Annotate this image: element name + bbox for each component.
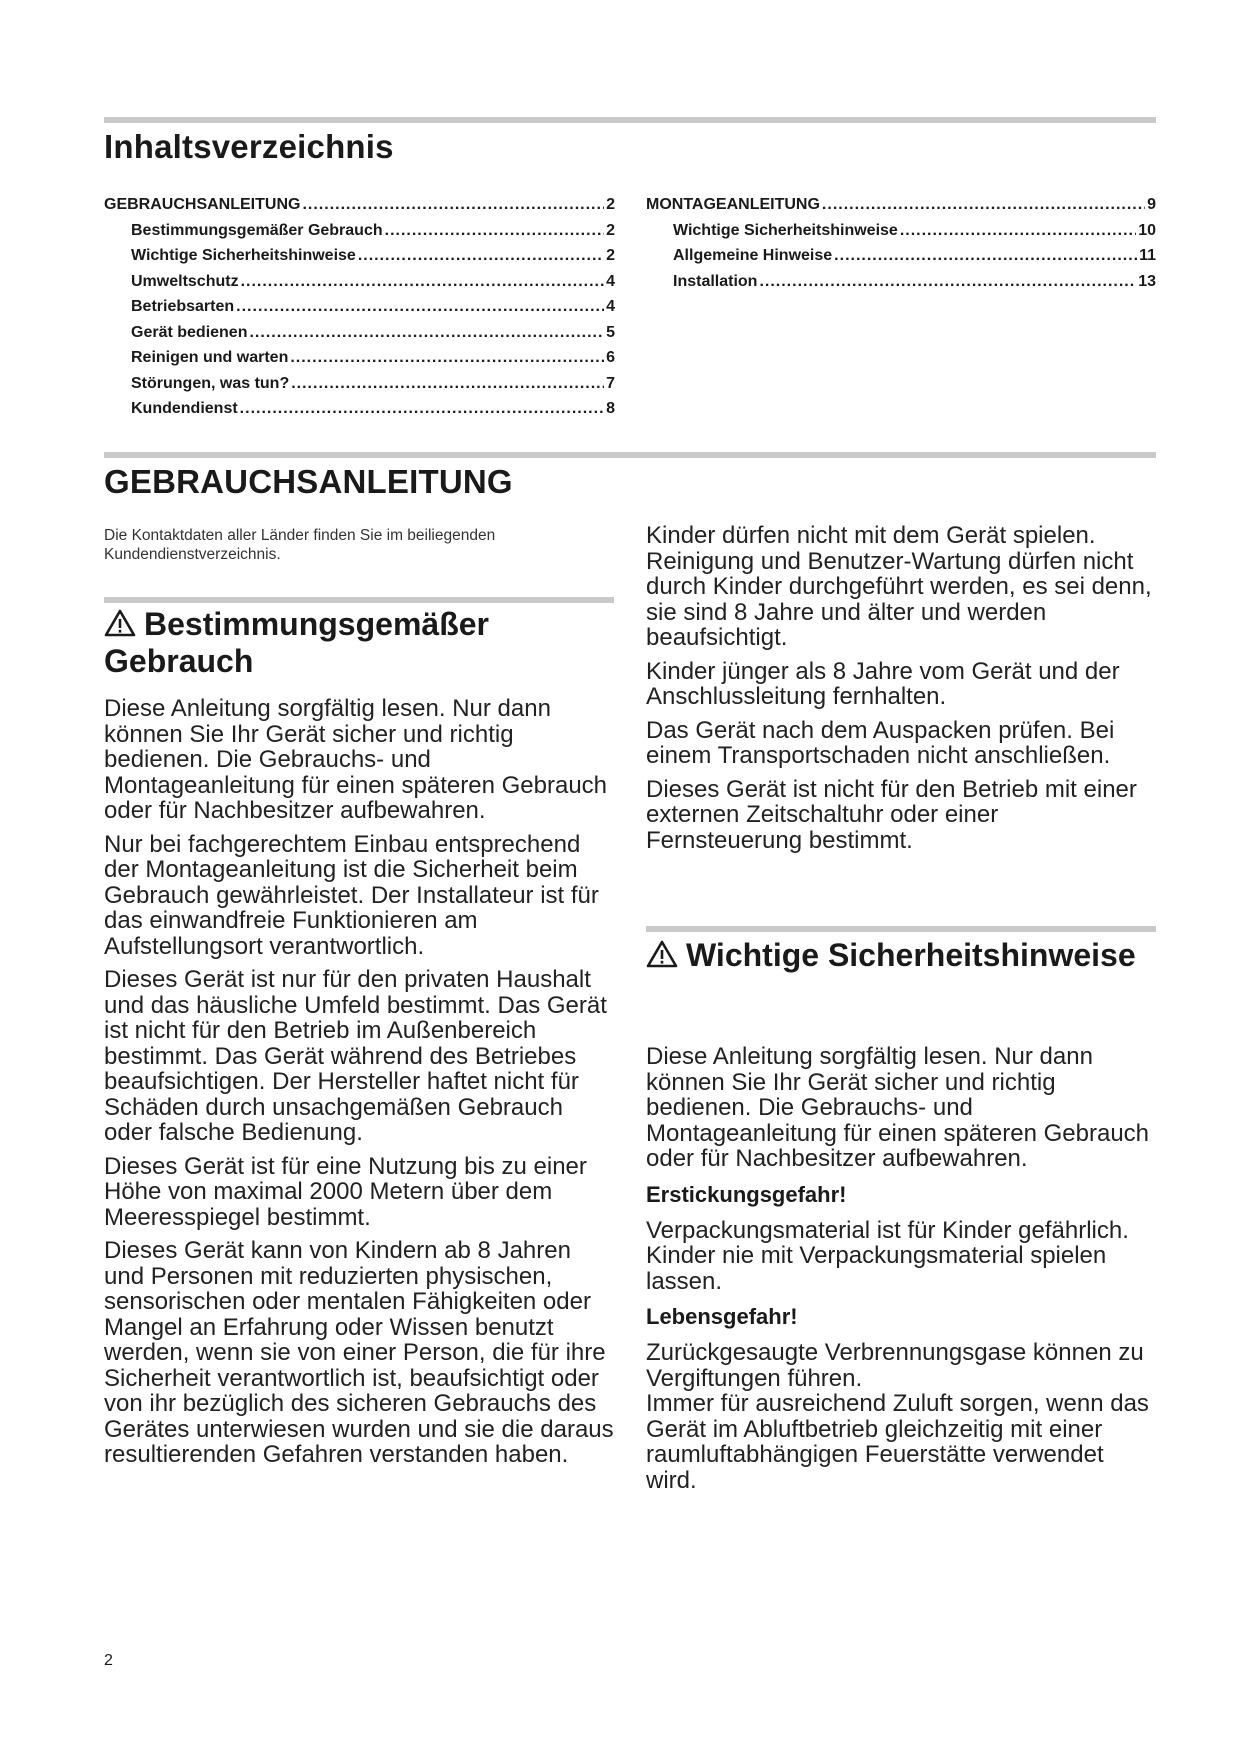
paragraph: Kinder jünger als 8 Jahre vom Gerät und der Anschlussleitung fernhalten. [646, 657, 1120, 710]
toc-heading: Inhaltsverzeichnis [104, 128, 394, 165]
warning-icon [104, 609, 136, 637]
paragraph: Kinder dürfen nicht mit dem Gerät spielen. Reinigung und Benutzer-Wartung dürfen nicht durch Kinder durchgeführt werden, es sei denn, sie sind 8 Jahre und älter und werden beaufsichtigt. [646, 522, 1152, 651]
paragraph: Dieses Gerät ist nicht für den Betrieb mit einer externen Zeitschaltuhr oder einer Fernsteuerung bestimmt. [646, 775, 1137, 854]
toc-entry[interactable]: Allgemeine Hinweise ..... 11 [646, 247, 1156, 273]
paragraph: Diese Anleitung sorgfältig lesen. Nur dann können Sie Ihr Gerät sicher und richtig bedienen. Die Gebrauchs- und Montageanleitung für einen späteren Gebrauch oder für Nachbesitzer aufbewahren. [104, 695, 608, 824]
bestimmung-heading: Bestimmungsgemäßer Gebrauch [104, 606, 489, 679]
toc-entry[interactable]: Wichtige Sicherheitshinweise ..... 2 [104, 247, 615, 273]
warning-title-danger-to-life: Lebensgefahr! [646, 1304, 798, 1329]
paragraph: Dieses Gerät kann von Kindern ab 8 Jahren und Personen mit reduzierten physischen, sensorischen oder mentalen Fähigkeiten oder Mangel an Erfahrung oder Wissen benutzt werden, wenn sie von einer Person, die für ihre Sicherheit verantwortlich ist, beaufsichtigt oder von ihr bezüglich des sicheren Gebrauchs des Gerätes unterwiesen wurden und sie die daraus resultierenden Gefahren verstanden haben. [104, 1237, 614, 1468]
warning-icon [646, 940, 678, 968]
paragraph: Diese Anleitung sorgfältig lesen. Nur dann können Sie Ihr Gerät sicher und richtig bedienen. Die Gebrauchs- und Montageanleitung für einen späteren Gebrauch oder für Nachbesitzer aufbewahren. [646, 1043, 1150, 1172]
toc-entry[interactable]: GEBRAUCHSANLEITUNG ..... 2 [104, 196, 615, 222]
toc-right-column [646, 196, 1156, 298]
toc-entry[interactable]: Umweltschutz ..... 4 [104, 273, 615, 299]
bestimmung-body [104, 696, 616, 1476]
page-number: 2 [104, 1652, 113, 1669]
paragraph: Immer für ausreichend Zuluft sorgen, wenn das Gerät im Abluftbetrieb gleichzeitig mit einer raumluftabhängigen Feuerstätte verwendet wird. [646, 1390, 1149, 1494]
paragraph: Zurückgesaugte Verbrennungsgase können zu Vergiftungen führen. [646, 1339, 1144, 1392]
bestimmung-rule [104, 597, 614, 603]
toc-entry[interactable]: Störungen, was tun? ..... 7 [104, 375, 615, 401]
toc-entry[interactable]: MONTAGEANLEITUNG ..... 9 [646, 196, 1156, 222]
toc-entry[interactable]: Installation ..... 13 [646, 273, 1156, 299]
contact-intro: Die Kontaktdaten aller Länder finden Sie im beiliegenden Kundendienstverzeichnis. [104, 527, 496, 563]
paragraph: Dieses Gerät ist für eine Nutzung bis zu einer Höhe von maximal 2000 Metern über dem Meeresspiegel bestimmt. [104, 1152, 587, 1231]
paragraph: Nur bei fachgerechtem Einbau entsprechend der Montageanleitung ist die Sicherheit beim Gebrauch gewährleistet. Der Installateur ist für das einwandfreie Funktionieren am Aufstellungsort verantwortlich. [104, 830, 599, 960]
sicherheit-rule [646, 926, 1156, 932]
toc-entry[interactable]: Betriebsarten ..... 4 [104, 298, 615, 324]
bestimmung-continued [646, 523, 1158, 861]
section-rule [104, 452, 1156, 458]
section-heading: GEBRAUCHSANLEITUNG [104, 463, 513, 500]
sicherheit-body [646, 1044, 1158, 1501]
toc-entry[interactable]: Kundendienst ..... 8 [104, 400, 615, 426]
paragraph: Das Gerät nach dem Auspacken prüfen. Bei einem Transportschaden nicht anschließen. [646, 716, 1115, 769]
paragraph: Dieses Gerät ist nur für den privaten Haushalt und das häusliche Umfeld bestimmt. Das Gerät ist nicht für den Betrieb im Außenbereich bestimmt. Das Gerät während des Betriebes beaufsichtigen. Der Hersteller haftet nicht für Schäden durch unsachgemäßen Gebrauch oder falsche Bedienung. [104, 966, 607, 1146]
toc-entry[interactable]: Gerät bedienen ..... 5 [104, 324, 615, 350]
warning-title-suffocation: Erstickungsgefahr! [646, 1181, 847, 1207]
toc-entry[interactable]: Wichtige Sicherheitshinweise ..... 10 [646, 222, 1156, 248]
toc-top-rule [104, 117, 1156, 123]
sicherheit-heading: Wichtige Sicherheitshinweise [646, 937, 1156, 974]
paragraph: Verpackungsmaterial ist für Kinder gefährlich. Kinder nie mit Verpackungsmaterial spielen lassen. [646, 1216, 1129, 1295]
toc-entry[interactable]: Bestimmungsgemäßer Gebrauch ..... 2 [104, 222, 615, 248]
toc-left-column [104, 196, 615, 426]
toc-entry[interactable]: Reinigen und warten ..... 6 [104, 349, 615, 375]
